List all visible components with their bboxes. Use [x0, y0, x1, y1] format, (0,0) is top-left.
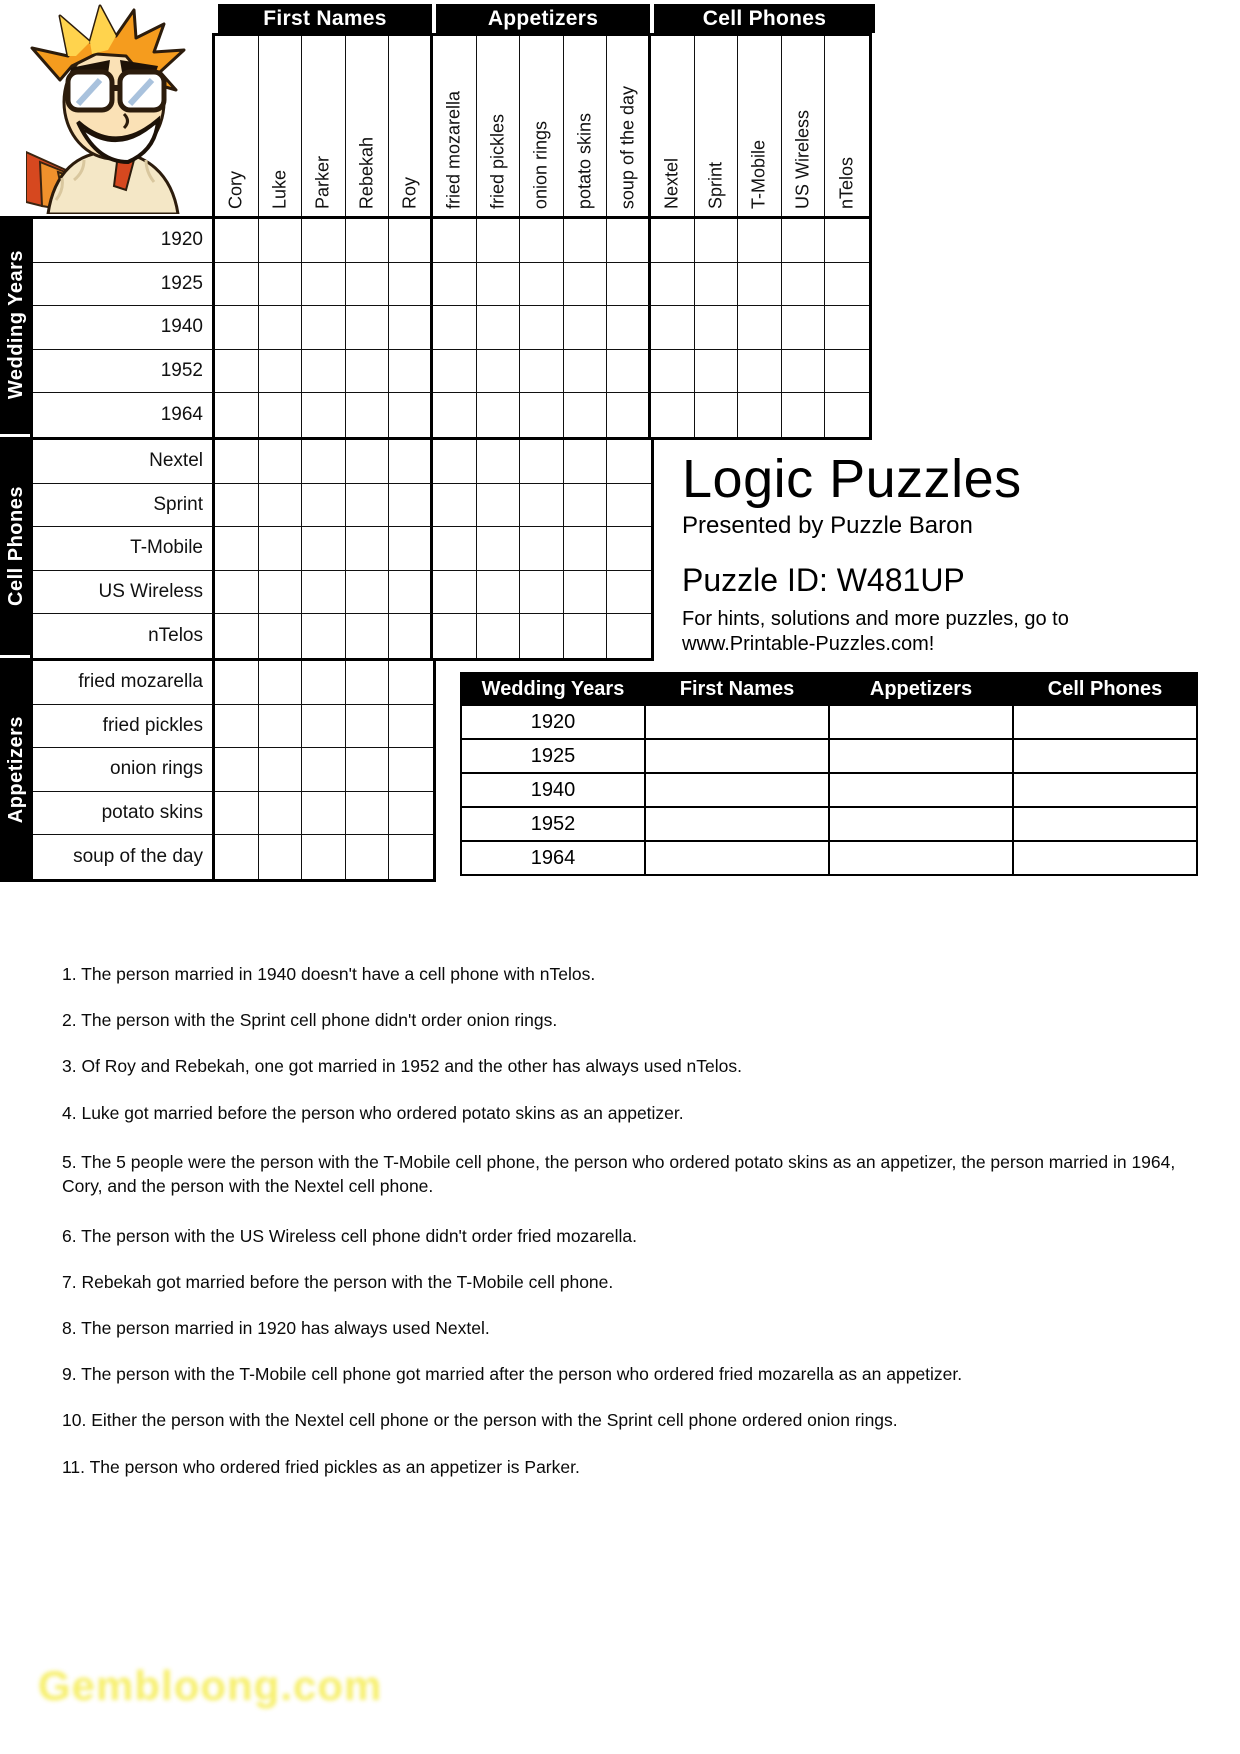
- row-label: 1920: [33, 219, 215, 263]
- row-label: fried pickles: [33, 705, 215, 749]
- grid-cell: [651, 219, 695, 263]
- grid-cell: [215, 835, 259, 879]
- grid-cell: [564, 527, 608, 571]
- answer-year-cell: 1940: [461, 773, 645, 807]
- answer-table-body: [461, 705, 1197, 875]
- grid-cell: [607, 263, 651, 307]
- column-label-cell: [477, 36, 521, 217]
- row-label: fried mozarella: [33, 661, 215, 705]
- grid-cell: [825, 219, 869, 263]
- grid-cell: [433, 219, 477, 263]
- grid-cell: [433, 263, 477, 307]
- column-label-cell: [825, 36, 869, 217]
- answer-table-row: [461, 739, 1197, 773]
- grid-cell: [433, 571, 477, 615]
- grid-cell: [607, 527, 651, 571]
- grid-cell: [302, 263, 346, 307]
- column-label-cell: [433, 36, 477, 217]
- grid-cell: [477, 219, 521, 263]
- answer-empty-cell: [1013, 807, 1197, 841]
- answer-table: [460, 672, 1198, 876]
- grid-cell: [346, 219, 390, 263]
- answer-empty-cell: [645, 705, 829, 739]
- grid-cell: [607, 350, 651, 394]
- grid-cell: [215, 263, 259, 307]
- grid-cell: [520, 306, 564, 350]
- grid-cell: [695, 350, 739, 394]
- grid-cell: [389, 484, 433, 528]
- clue-7: 7. Rebekah got married before the person with the T-Mobile cell phone.: [62, 1272, 614, 1292]
- grid-cell: [695, 263, 739, 307]
- grid-cell: [346, 705, 390, 749]
- title-block: [682, 450, 1202, 657]
- grid-cell: [433, 614, 477, 658]
- grid-cell: [346, 661, 390, 705]
- grid-cell: [302, 571, 346, 615]
- mascot-image: [26, 4, 188, 214]
- grid-cell: [651, 263, 695, 307]
- answer-year-cell: 1925: [461, 739, 645, 773]
- grid-cell: [302, 393, 346, 437]
- row-label: potato skins: [33, 792, 215, 836]
- grid-cell: [695, 219, 739, 263]
- grid-cell: [302, 440, 346, 484]
- answer-empty-cell: [645, 841, 829, 875]
- answer-table-row: [461, 773, 1197, 807]
- grid-cell: [477, 527, 521, 571]
- grid-cell: [433, 393, 477, 437]
- grid-cell: [433, 440, 477, 484]
- column-label: fried pickles: [487, 113, 508, 209]
- grid-cell: [302, 835, 346, 879]
- answer-empty-cell: [829, 841, 1013, 875]
- column-label: potato skins: [574, 112, 595, 209]
- grid-cell: [302, 705, 346, 749]
- column-label-cell: [259, 36, 303, 217]
- answer-year-cell: 1964: [461, 841, 645, 875]
- grid-cell: [607, 393, 651, 437]
- column-label-cell: [520, 36, 564, 217]
- grid-cell: [607, 484, 651, 528]
- column-label: onion rings: [530, 120, 551, 209]
- grid-cell: [215, 440, 259, 484]
- grid-cell: [259, 792, 303, 836]
- answer-empty-cell: [645, 739, 829, 773]
- grid-cell: [782, 393, 826, 437]
- answer-table-header: [461, 673, 1197, 705]
- row-label: Nextel: [33, 440, 215, 484]
- grid-cell: [564, 614, 608, 658]
- grid-cell: [259, 527, 303, 571]
- grid-cell: [477, 393, 521, 437]
- row-label: 1940: [33, 306, 215, 350]
- grid-cell: [346, 571, 390, 615]
- clue-10: 10. Either the person with the Nextel cell phone or the person with the Sprint cell phone ordered onion rings.: [62, 1410, 898, 1430]
- grid-cell: [520, 571, 564, 615]
- grid-cell: [346, 748, 390, 792]
- grid-cell: [607, 440, 651, 484]
- row-label: 1925: [33, 263, 215, 307]
- column-label-cell: [302, 36, 346, 217]
- column-label: Parker: [312, 155, 333, 209]
- grid-cell: [215, 748, 259, 792]
- grid-cell: [782, 219, 826, 263]
- grid-cell: [346, 527, 390, 571]
- answer-table-header-cell: Appetizers: [829, 673, 1013, 705]
- row-group-label: Appetizers: [4, 716, 27, 824]
- grid-cell: [477, 614, 521, 658]
- row-label: nTelos: [33, 614, 215, 658]
- row-group-bar-appetizers: [0, 658, 32, 882]
- grid-cell: [302, 219, 346, 263]
- grid-cell: [389, 440, 433, 484]
- answer-year-cell: 1952: [461, 807, 645, 841]
- column-group-bar-first-names: First Names: [218, 4, 432, 33]
- grid-cell: [520, 614, 564, 658]
- grid-cell: [564, 440, 608, 484]
- clue-6: 6. The person with the US Wireless cell phone didn't order fried mozarella.: [62, 1226, 637, 1246]
- column-label: Nextel: [661, 157, 682, 209]
- column-label-cell: [607, 36, 651, 217]
- puzzle-id: Puzzle ID: W481UP: [682, 562, 965, 598]
- column-label-cell: [346, 36, 390, 217]
- grid-cell: [259, 571, 303, 615]
- clue-11: 11. The person who ordered fried pickles as an appetizer is Parker.: [62, 1457, 580, 1477]
- answer-table-header-cell: First Names: [645, 673, 829, 705]
- row-label: 1964: [33, 393, 215, 437]
- grid-cell: [477, 484, 521, 528]
- column-label-cell: [738, 36, 782, 217]
- column-label-cell: [695, 36, 739, 217]
- grid-cell: [346, 484, 390, 528]
- grid-cell: [825, 350, 869, 394]
- answer-table-row: [461, 841, 1197, 875]
- grid-cell: [215, 792, 259, 836]
- row-label: soup of the day: [33, 835, 215, 879]
- answer-empty-cell: [829, 773, 1013, 807]
- grid-cell: [520, 219, 564, 263]
- clue-5: 5. The 5 people were the person with the T-Mobile cell phone, the person who ordered potato skins as an appetizer, the person married in 1964, Cory, and the person with the Nextel cell phone.: [62, 1152, 1176, 1196]
- grid-cell: [695, 393, 739, 437]
- answer-year-cell: 1920: [461, 705, 645, 739]
- answer-empty-cell: [829, 807, 1013, 841]
- row-label: US Wireless: [33, 571, 215, 615]
- clue-8: 8. The person married in 1920 has always used Nextel.: [62, 1318, 490, 1338]
- grid-cell: [607, 614, 651, 658]
- grid-cell: [215, 571, 259, 615]
- grid-cell: [564, 393, 608, 437]
- answer-empty-cell: [1013, 705, 1197, 739]
- grid-cell: [302, 792, 346, 836]
- grid-cell: [215, 219, 259, 263]
- grid-cell: [389, 835, 433, 879]
- answer-empty-cell: [1013, 841, 1197, 875]
- row-group-label: Wedding Years: [4, 250, 27, 400]
- grid-cell: [477, 263, 521, 307]
- grid-cell: [825, 393, 869, 437]
- watermark: Gembloong.com: [38, 1662, 383, 1709]
- grid-cell: [346, 306, 390, 350]
- row-label: T-Mobile: [33, 527, 215, 571]
- grid-cell: [215, 661, 259, 705]
- column-label: soup of the day: [617, 85, 638, 209]
- answer-table-row: [461, 705, 1197, 739]
- grid-cell: [389, 393, 433, 437]
- column-label: nTelos: [836, 156, 857, 209]
- grid-cell: [215, 350, 259, 394]
- row-group-label: Cell Phones: [4, 486, 27, 606]
- grid-cell: [259, 263, 303, 307]
- grid-cell: [520, 263, 564, 307]
- clue-9: 9. The person with the T-Mobile cell phone got married after the person who ordered fried mozarella as an appetizer.: [62, 1364, 963, 1384]
- grid-cell: [346, 614, 390, 658]
- answer-empty-cell: [645, 807, 829, 841]
- grid-cell: [389, 705, 433, 749]
- grid-cell: [389, 614, 433, 658]
- grid-cell: [215, 306, 259, 350]
- grid-cell: [259, 219, 303, 263]
- column-label: US Wireless: [792, 109, 813, 209]
- grid-cell: [782, 263, 826, 307]
- grid-cell: [302, 350, 346, 394]
- grid-cell: [259, 393, 303, 437]
- grid-cell: [695, 306, 739, 350]
- answer-empty-cell: [1013, 739, 1197, 773]
- grid-cell: [738, 306, 782, 350]
- grid-cell: [477, 571, 521, 615]
- grid-cell: [738, 219, 782, 263]
- page-title: Logic Puzzles: [682, 449, 1022, 509]
- row-label: Sprint: [33, 484, 215, 528]
- grid-cell: [302, 661, 346, 705]
- grid-cell: [564, 571, 608, 615]
- column-label: Luke: [269, 169, 290, 209]
- grid-cell: [564, 350, 608, 394]
- grid-cell: [564, 306, 608, 350]
- answer-table-header-cell: Cell Phones: [1013, 673, 1197, 705]
- grid-cell: [346, 440, 390, 484]
- grid-cell: [651, 350, 695, 394]
- column-label-cell: [389, 36, 433, 217]
- grid-cell: [215, 393, 259, 437]
- grid-cell: [389, 661, 433, 705]
- answer-empty-cell: [829, 739, 1013, 773]
- grid-cell: [215, 484, 259, 528]
- grid-cell: [607, 571, 651, 615]
- grid-section-cell_phones: [30, 437, 654, 661]
- clue-1: 1. The person married in 1940 doesn't have a cell phone with nTelos.: [62, 964, 596, 984]
- grid-cell: [389, 219, 433, 263]
- grid-cell: [346, 350, 390, 394]
- answer-empty-cell: [829, 705, 1013, 739]
- grid-cell: [302, 614, 346, 658]
- grid-cell: [738, 393, 782, 437]
- row-group-bar-cell-phones: [0, 437, 32, 655]
- grid-cell: [259, 705, 303, 749]
- grid-cell: [520, 527, 564, 571]
- grid-cell: [433, 527, 477, 571]
- grid-cell: [302, 306, 346, 350]
- grid-cell: [259, 350, 303, 394]
- clue-2: 2. The person with the Sprint cell phone didn't order onion rings.: [62, 1010, 558, 1030]
- column-label-cell: [564, 36, 608, 217]
- grid-cell: [564, 263, 608, 307]
- grid-cell: [215, 705, 259, 749]
- column-label-cell: [215, 36, 259, 217]
- grid-cell: [782, 350, 826, 394]
- grid-cell: [259, 306, 303, 350]
- grid-cell: [564, 484, 608, 528]
- row-label: onion rings: [33, 748, 215, 792]
- grid-cell: [302, 748, 346, 792]
- grid-cell: [520, 440, 564, 484]
- grid-cell: [520, 484, 564, 528]
- column-label: fried mozarella: [443, 90, 464, 209]
- grid-section-wedding_years: [30, 216, 872, 440]
- grid-cell: [782, 306, 826, 350]
- answer-empty-cell: [645, 773, 829, 807]
- grid-cell: [302, 484, 346, 528]
- grid-cell: [259, 614, 303, 658]
- grid-cell: [738, 350, 782, 394]
- column-group-bar-cell-phones: Cell Phones: [654, 4, 875, 33]
- grid-cell: [825, 263, 869, 307]
- grid-cell: [825, 306, 869, 350]
- grid-cell: [477, 350, 521, 394]
- answer-empty-cell: [1013, 773, 1197, 807]
- grid-cell: [520, 393, 564, 437]
- grid-cell: [215, 614, 259, 658]
- grid-cell: [346, 835, 390, 879]
- column-label-cell: [651, 36, 695, 217]
- hint-text-line1: For hints, solutions and more puzzles, go to: [682, 608, 1069, 630]
- grid-cell: [651, 306, 695, 350]
- grid-cell: [259, 835, 303, 879]
- grid-cell: [259, 484, 303, 528]
- grid-cell: [389, 792, 433, 836]
- grid-cell: [433, 350, 477, 394]
- grid-cell: [389, 571, 433, 615]
- grid-cell: [259, 440, 303, 484]
- grid-cell: [259, 748, 303, 792]
- column-labels-strip: [212, 33, 872, 217]
- grid-cell: [520, 350, 564, 394]
- column-label: T-Mobile: [748, 139, 769, 209]
- grid-cell: [346, 263, 390, 307]
- grid-cell: [433, 306, 477, 350]
- answer-table-row: [461, 807, 1197, 841]
- grid-cell: [607, 219, 651, 263]
- grid-cell: [564, 219, 608, 263]
- column-label: Roy: [399, 176, 420, 209]
- column-label: Sprint: [705, 161, 726, 209]
- column-label-cell: [782, 36, 826, 217]
- grid-cell: [389, 527, 433, 571]
- grid-cell: [389, 350, 433, 394]
- clue-4: 4. Luke got married before the person who ordered potato skins as an appetizer.: [62, 1103, 684, 1123]
- row-group-bar-wedding-years: [0, 216, 32, 434]
- grid-cell: [477, 306, 521, 350]
- column-label: Cory: [225, 170, 246, 209]
- column-group-bar-appetizers: Appetizers: [436, 4, 650, 33]
- column-label: Rebekah: [356, 136, 377, 209]
- clue-3: 3. Of Roy and Rebekah, one got married in 1952 and the other has always used nTelos.: [62, 1056, 743, 1076]
- grid-cell: [215, 527, 259, 571]
- grid-cell: [738, 263, 782, 307]
- grid-cell: [389, 306, 433, 350]
- grid-cell: [389, 263, 433, 307]
- answer-table-header-cell: Wedding Years: [461, 673, 645, 705]
- grid-cell: [607, 306, 651, 350]
- grid-section-appetizers: [30, 658, 436, 882]
- hint-text-line2: www.Printable-Puzzles.com!: [682, 633, 935, 655]
- grid-cell: [302, 527, 346, 571]
- grid-cell: [346, 792, 390, 836]
- grid-cell: [389, 748, 433, 792]
- grid-cell: [346, 393, 390, 437]
- grid-cell: [477, 440, 521, 484]
- page-subtitle: Presented by Puzzle Baron: [682, 512, 973, 539]
- grid-cell: [651, 393, 695, 437]
- row-label: 1952: [33, 350, 215, 394]
- grid-cell: [259, 661, 303, 705]
- grid-cell: [433, 484, 477, 528]
